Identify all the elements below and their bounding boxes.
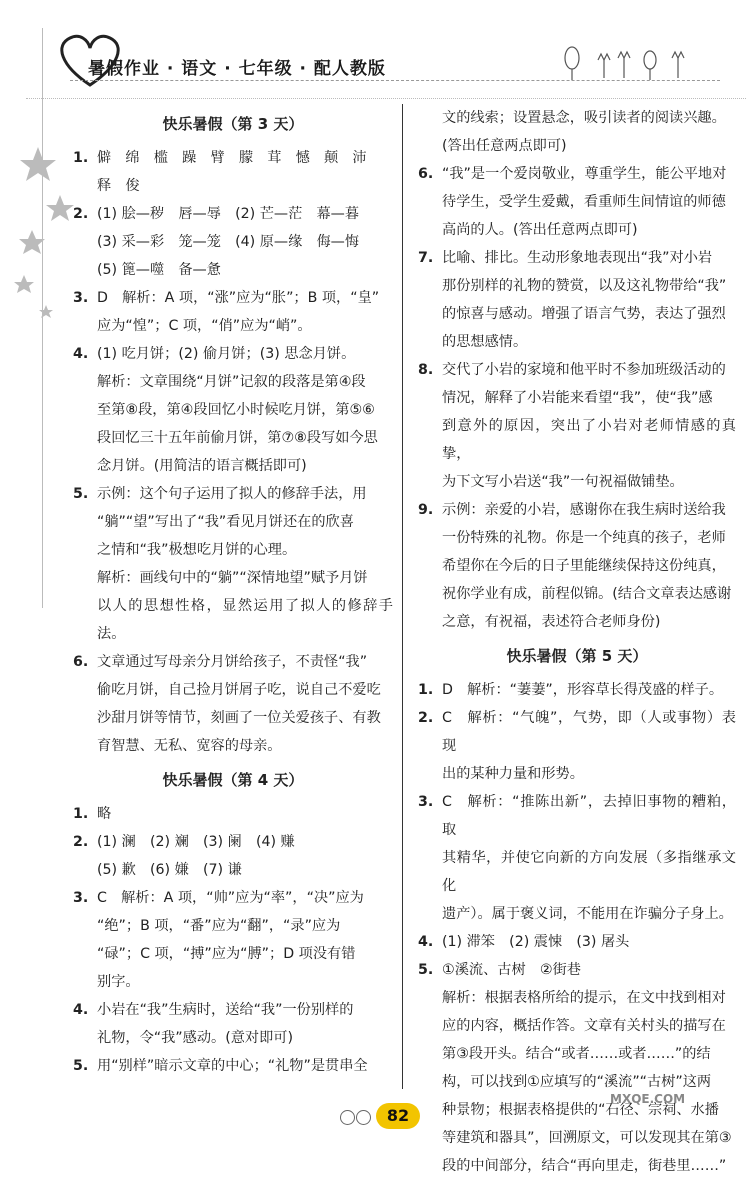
answer-item [73,1052,393,1080]
flowers-decoration-icon [560,44,700,84]
answer-line: 应为“惶”；C 项，“俏”应为“峭”。 [97,318,312,334]
answer-line: “绝”；B 项，“番”应为“翻”，“录”应为 [97,918,341,934]
item-number: 3. [73,290,89,306]
item-number: 1. [73,150,89,166]
item-number: 4. [73,346,89,362]
answer-line: 沙甜月饼等情节，刻画了一位关爱孩子、有教 [97,710,381,726]
answer-line: (1) 吃月饼；(2) 偷月饼；(3) 思念月饼。 [97,346,356,362]
answer-line: 应的内容，概括作答。文章有关村头的描写在 [442,1018,726,1034]
answer-line: 比喻、排比。生动形象地表现出“我”对小岩 [442,250,713,266]
answer-line: (1) 澜 (2) 斓 (3) 阑 (4) 赚 [97,834,295,850]
item-number: 2. [73,834,89,850]
margin-line [42,28,43,608]
answer-line: (5) 篦—噬 备—惫 [97,262,221,278]
item-number: 6. [418,166,434,182]
section-title: 快乐暑假（第 3 天） [162,115,304,133]
answer-line: 第③段开头。结合“或者……或者……”的结 [442,1046,711,1062]
answer-line: 示例：亲爱的小岩，感谢你在我生病时送给我 [442,502,726,518]
answer-line: “我”是一个爱岗敬业，尊重学生，能公平地对 [442,166,727,182]
answer-line: 的惊喜与感动。增强了语言气势，表达了强烈 [442,306,726,322]
answer-line: 那份别样的礼物的赞赏，以及这礼物带给“我” [442,278,727,294]
answer-line: 待学生，受学生爱戴，看重师生间情谊的师德 [442,194,726,210]
answer-line: 以人的思想性格，显然运用了拟人的修辞手法。 [97,598,393,642]
continued-text [418,104,736,160]
item-number: 4. [73,1002,89,1018]
answer-line: C 解析：“推陈出新”，去掉旧事物的糟粕，取 [442,794,736,838]
answer-item [73,648,393,760]
answer-item [73,800,393,828]
item-number: 2. [418,710,434,726]
item-number: 1. [418,682,434,698]
column-divider [402,104,403,1089]
answer-line: 文章通过写母亲分月饼给孩子，不责怪“我” [97,654,368,670]
answer-line: 构，可以找到①应填写的“溪流”“古树”这两 [442,1074,712,1090]
item-number: 4. [418,934,434,950]
answer-line: 高尚的人。(答出任意两点即可) [442,222,638,238]
item-number: 9. [418,502,434,518]
answer-line: 用“别样”暗示文章的中心；“礼物”是贯串全 [97,1058,368,1074]
header-title: 暑假作业 · 语文 · 七年级 · 配人教版 [88,59,386,79]
answer-line: 示例：这个句子运用了拟人的修辞手法，用 [97,486,367,502]
answer-line: (5) 歉 (6) 嫌 (7) 谦 [97,862,242,878]
answer-line: 解析：画线句中的“躺”“深情地望”赋予月饼 [97,570,368,586]
answer-line: 一份特殊的礼物。你是一个纯真的孩子，老师 [442,530,726,546]
answer-line: 别字。 [97,974,140,990]
answer-line: C 解析：A 项，“帅”应为“率”，“决”应为 [97,890,364,906]
answer-item [73,884,393,996]
answer-item [73,340,393,480]
right-column [418,104,736,1180]
text-line: (答出任意两点即可) [442,138,567,154]
answer-line: C 解析：“气魄”，气势，即（人或事物）表现 [442,710,736,754]
answer-line: 种景物；根据表格提供的“石径、宗祠、水播 [442,1102,719,1118]
answer-line: (1) 脍—秽 唇—辱 (2) 芒—茫 幕—暮 [97,206,360,222]
answer-item [418,160,736,244]
answer-item [418,788,736,928]
answer-line: ①溪流、古树 ②街巷 [442,962,581,978]
answer-item [73,144,393,200]
item-number: 5. [73,1058,89,1074]
page-header [0,0,750,110]
answer-line: “躺”“望”写出了“我”看见月饼还在的欣喜 [97,514,354,530]
section-title: 快乐暑假（第 5 天） [506,647,648,665]
text-line: 文的线索；设置悬念，吸引读者的阅读兴趣。 [442,110,726,126]
stars-decoration-icon [10,145,80,335]
answer-line: 其精华，并使它向新的方向发展（多指继承文化 [442,850,736,894]
watermark: MXQE.COM [610,1092,686,1106]
item-number: 2. [73,206,89,222]
answer-line: 之意，有祝福，表述符合老师身份) [442,614,661,630]
answer-item [418,496,736,636]
answer-item [73,828,393,884]
answer-line: 交代了小岩的家境和他平时不参加班级活动的 [442,362,726,378]
answer-line: D 解析：A 项，“涨”应为“胀”；B 项，“皇” [97,290,380,306]
answer-line: 解析：文章围绕“月饼”记叙的段落是第④段 [97,374,366,390]
answer-line: 等建筑和器具”，回溯原文，可以发现其在第③ [442,1130,732,1146]
item-number: 1. [73,806,89,822]
item-number: 3. [73,890,89,906]
answer-item [418,704,736,788]
item-number: 3. [418,794,434,810]
answer-line: 偷吃月饼，自己捡月饼屑子吃，说自己不爱吃 [97,682,381,698]
item-number: 5. [418,962,434,978]
answer-line: 祝你学业有成，前程似锦。(结合文章表达感谢 [442,586,732,602]
answer-item [73,996,393,1052]
answer-line: (1) 滞笨 (2) 震悚 (3) 屠头 [442,934,630,950]
answer-line: 出的某种力量和形势。 [442,766,584,782]
section-title: 快乐暑假（第 4 天） [162,771,304,789]
answer-line: 情况，解释了小岩能来看望“我”，使“我”感 [442,390,713,406]
answer-line: 小岩在“我”生病时，送给“我”一份别样的 [97,1002,354,1018]
answer-line: 段回忆三十五年前偷月饼，第⑦⑧段写如今思 [97,430,378,446]
answer-item [418,356,736,496]
answer-item [418,676,736,704]
answer-item [418,956,736,1180]
answer-line: 为下文写小岩送“我”一句祝福做铺垫。 [442,474,684,490]
answer-line: 段的中间部分，结合“再向里走，街巷里……” [442,1158,727,1174]
answer-line: (3) 采—彩 笼—笼 (4) 原—缘 侮—悔 [97,234,360,250]
answer-line: D 解析：“萋萋”，形容草长得茂盛的样子。 [442,682,724,698]
answer-line: 僻 绵 槛 躁 臂 朦 茸 憾 颠 沛 [97,150,367,166]
answer-line: 育智慧、无私、宽容的母亲。 [97,738,282,754]
answer-line: 略 [97,806,112,822]
answer-line: 释 俊 [97,178,140,194]
page-number: 82 [376,1103,420,1129]
answer-item [418,928,736,956]
footer-circle-icon [340,1110,355,1125]
answer-line: 的思想感情。 [442,334,528,350]
answer-line: 至第⑧段，第④段回忆小时候吃月饼，第⑤⑥ [97,402,375,418]
answer-line: 希望你在今后的日子里能继续保持这份纯真， [442,558,726,574]
item-number: 6. [73,654,89,670]
left-column [73,104,393,1080]
answer-line: “碌”；C 项，“搏”应为“膊”；D 项没有错 [97,946,356,962]
header-dotted-rule [26,98,746,99]
item-number: 5. [73,486,89,502]
answer-line: 遗产）。属于褒义词，不能用在诈骗分子身上。 [442,906,733,922]
item-number: 8. [418,362,434,378]
answer-item [73,480,393,648]
answer-line: 念月饼。(用简洁的语言概括即可) [97,458,307,474]
answer-item [418,244,736,356]
item-number: 7. [418,250,434,266]
answer-item [73,200,393,284]
answer-line: 解析：根据表格所给的提示，在文中找到相对 [442,990,726,1006]
answer-item [73,284,393,340]
footer-circle-icon [356,1110,371,1125]
answer-line: 到意外的原因，突出了小岩对老师情感的真挚， [442,418,736,462]
answer-line: 之情和“我”极想吃月饼的心理。 [97,542,297,558]
answer-line: 礼物，令“我”感动。(意对即可) [97,1030,294,1046]
